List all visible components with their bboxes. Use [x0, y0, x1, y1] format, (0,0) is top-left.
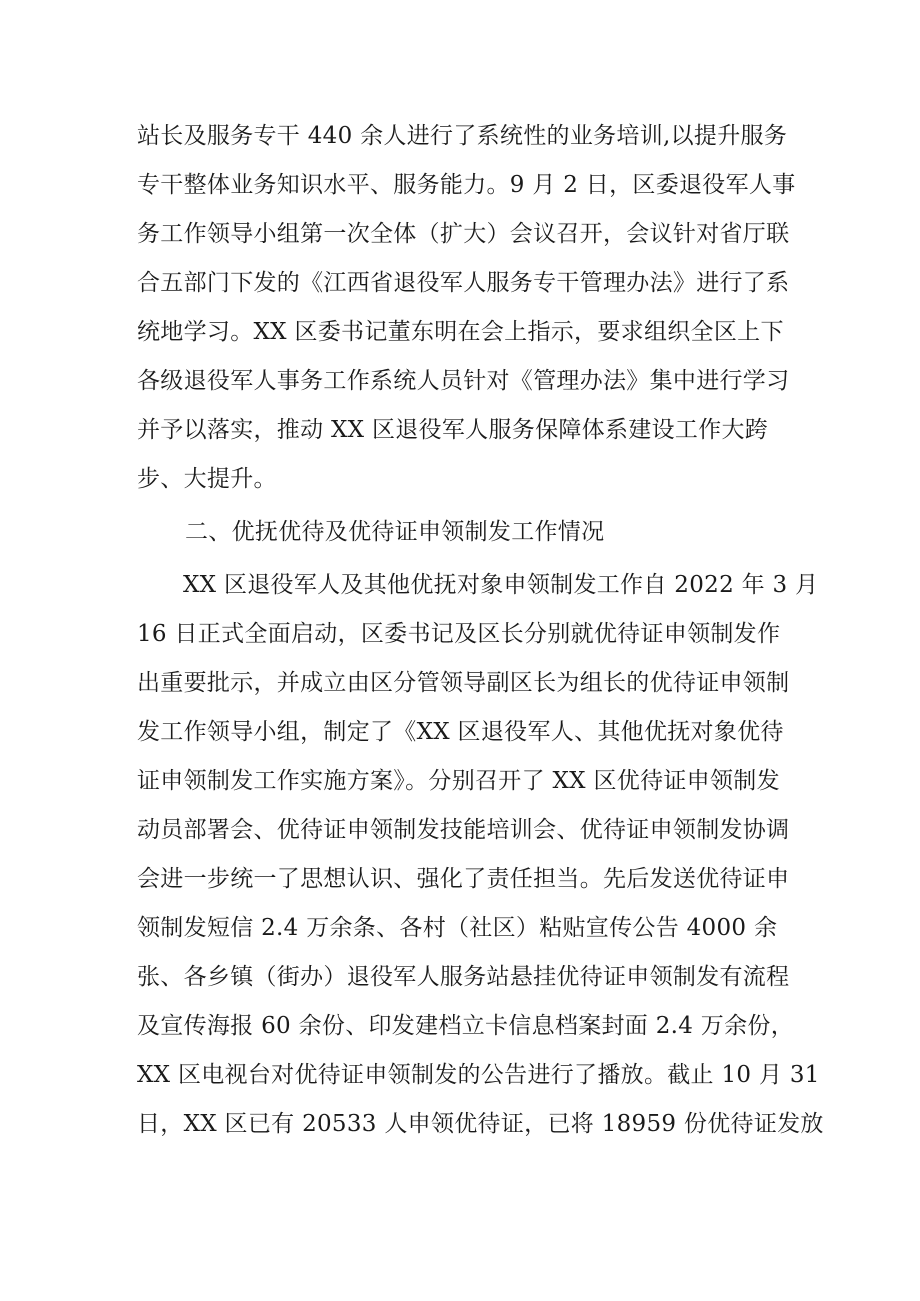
text-line: 及宣传海报 60 余份、印发建档立卡信息档案封面 2.4 万余份，	[137, 1013, 794, 1039]
text-line: 出重要批示，并成立由区分管领导副区长为组长的优待证申领制	[137, 670, 790, 696]
text-line: 动员部署会、优待证申领制发技能培训会、优待证申领制发协调	[137, 817, 790, 843]
text-line: 发工作领导小组，制定了《XX 区退役军人、其他优抚对象优待	[137, 719, 784, 745]
text-line: 张、各乡镇（街办）退役军人服务站悬挂优待证申领制发有流程	[137, 964, 790, 990]
text-line: 合五部门下发的《江西省退役军人服务专干管理办法》进行了系	[137, 270, 790, 296]
text-line: XX 区退役军人及其他优抚对象申领制发工作自 2022 年 3 月	[183, 572, 819, 598]
document-body	[0, 112, 920, 1149]
text-line: 步、大提升。	[137, 466, 277, 492]
text-line: 日，XX 区已有 20533 人申领优待证，已将 18959 份优待证发放	[137, 1111, 824, 1137]
text-line: 16 日正式全面启动，区委书记及区长分别就优待证申领制发作	[137, 621, 781, 647]
text-line: 站长及服务专干 440 余人进行了系统性的业务培训,以提升服务	[137, 123, 788, 149]
text-line: 务工作领导小组第一次全体（扩大）会议召开，会议针对省厅联	[137, 221, 790, 247]
text-line: 会进一步统一了思想认识、强化了责任担当。先后发送优待证申	[137, 866, 790, 892]
text-line: 统地学习。XX 区委书记董东明在会上指示，要求组织全区上下	[137, 319, 784, 345]
text-line: XX 区电视台对优待证申领制发的公告进行了播放。截止 10 月 31	[137, 1062, 820, 1088]
text-line: 并予以落实，推动 XX 区退役军人服务保障体系建设工作大跨	[137, 417, 769, 443]
text-line: 各级退役军人事务工作系统人员针对《管理办法》集中进行学习	[137, 368, 790, 394]
section-heading: 二、优抚优待及优待证申领制发工作情况	[185, 519, 605, 545]
text-line: 证申领制发工作实施方案》。分别召开了 XX 区优待证申领制发	[137, 768, 780, 794]
text-line: 领制发短信 2.4 万余条、各村（社区）粘贴宣传公告 4000 余	[137, 915, 778, 941]
text-line: 专干整体业务知识水平、服务能力。9 月 2 日，区委退役军人事	[137, 172, 796, 198]
